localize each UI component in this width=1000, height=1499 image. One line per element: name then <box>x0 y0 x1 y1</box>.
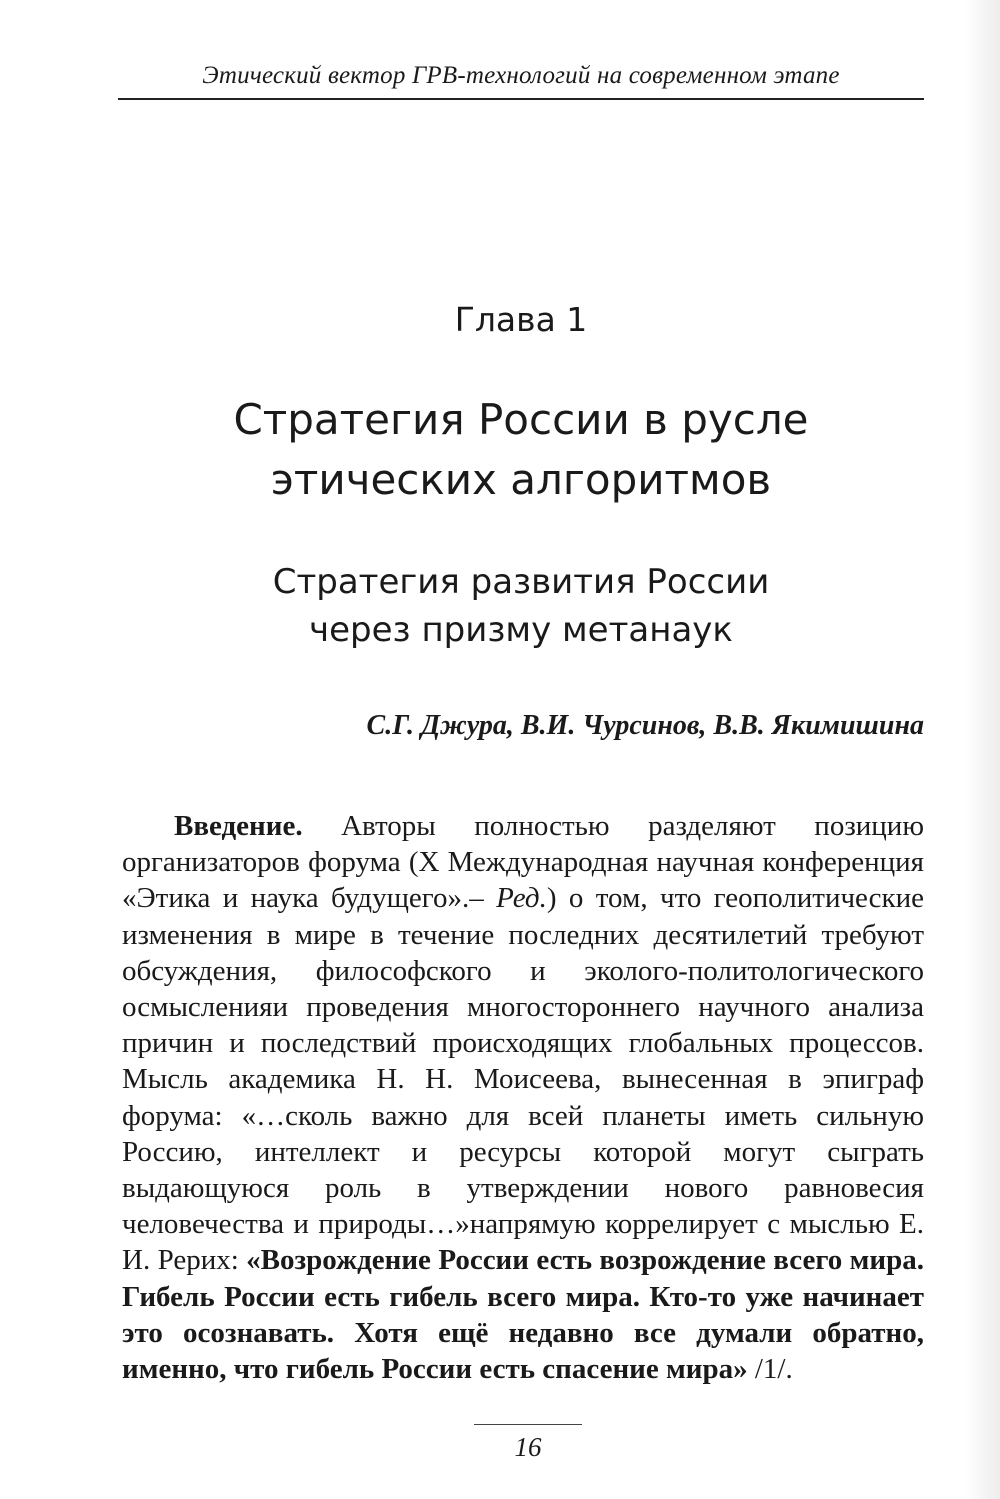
running-head: Этический вектор ГРВ-технологий на современном этапе <box>202 62 840 89</box>
chapter-title <box>118 390 924 510</box>
roerich-quote: «Возрождение России есть возрождение всего мира. Гибель России есть гибель всего мира. Кто-то уже начинает это осознавать. Хотя ещё недавно все думали обратно, именно, что гибель России есть спасение мира» <box>122 1244 924 1386</box>
reference-marker: /1/. <box>747 1353 793 1386</box>
section-subtitle <box>118 558 924 654</box>
section-subtitle-line-2: через призму метанаук <box>309 610 733 650</box>
footer-rule <box>474 1424 582 1425</box>
page-edge-shadow <box>964 0 1000 1499</box>
body-text <box>122 808 924 1387</box>
chapter-label: Глава 1 <box>454 300 588 339</box>
introduction-lead: Введение. <box>174 810 303 842</box>
introduction-paragraph <box>122 808 924 1387</box>
paragraph-text-2: ) о том, что геополитические изменения в мире в течение последних десятилетий требуют обсуждения, философского и эколого-политологического осмысленияи проведения многостороннего научного анализа причин и последствий происходящих глобальных процессов. Мысль академика Н. Н. Моисеева, вынесенная в эпиграф форума: «…сколь важно для всей планеты иметь сильную Россию, интеллект и ресурсы которой могут сыграть выдающуюся роль в утверждении нового равновесия человечества и природы…»напрямую коррелирует с мыслью Е. И. Рерих: <box>122 882 924 1277</box>
paragraph-text-1: Авторы полностью разделяют позицию организаторов форума (X Международная научная конференция «Этика и наука будущего».– <box>122 810 924 915</box>
section-subtitle-line-1: Стратегия развития России <box>272 562 770 602</box>
page-number: 16 <box>514 1432 542 1462</box>
chapter-title-line-1: Стратегия России в русле <box>233 395 809 444</box>
authors: С.Г. Джура, В.И. Чурсинов, В.В. Якимишина <box>366 710 924 741</box>
editor-note: Ред. <box>496 882 547 915</box>
header-rule <box>118 98 924 100</box>
chapter-title-line-2: этических алгоритмов <box>270 455 772 504</box>
